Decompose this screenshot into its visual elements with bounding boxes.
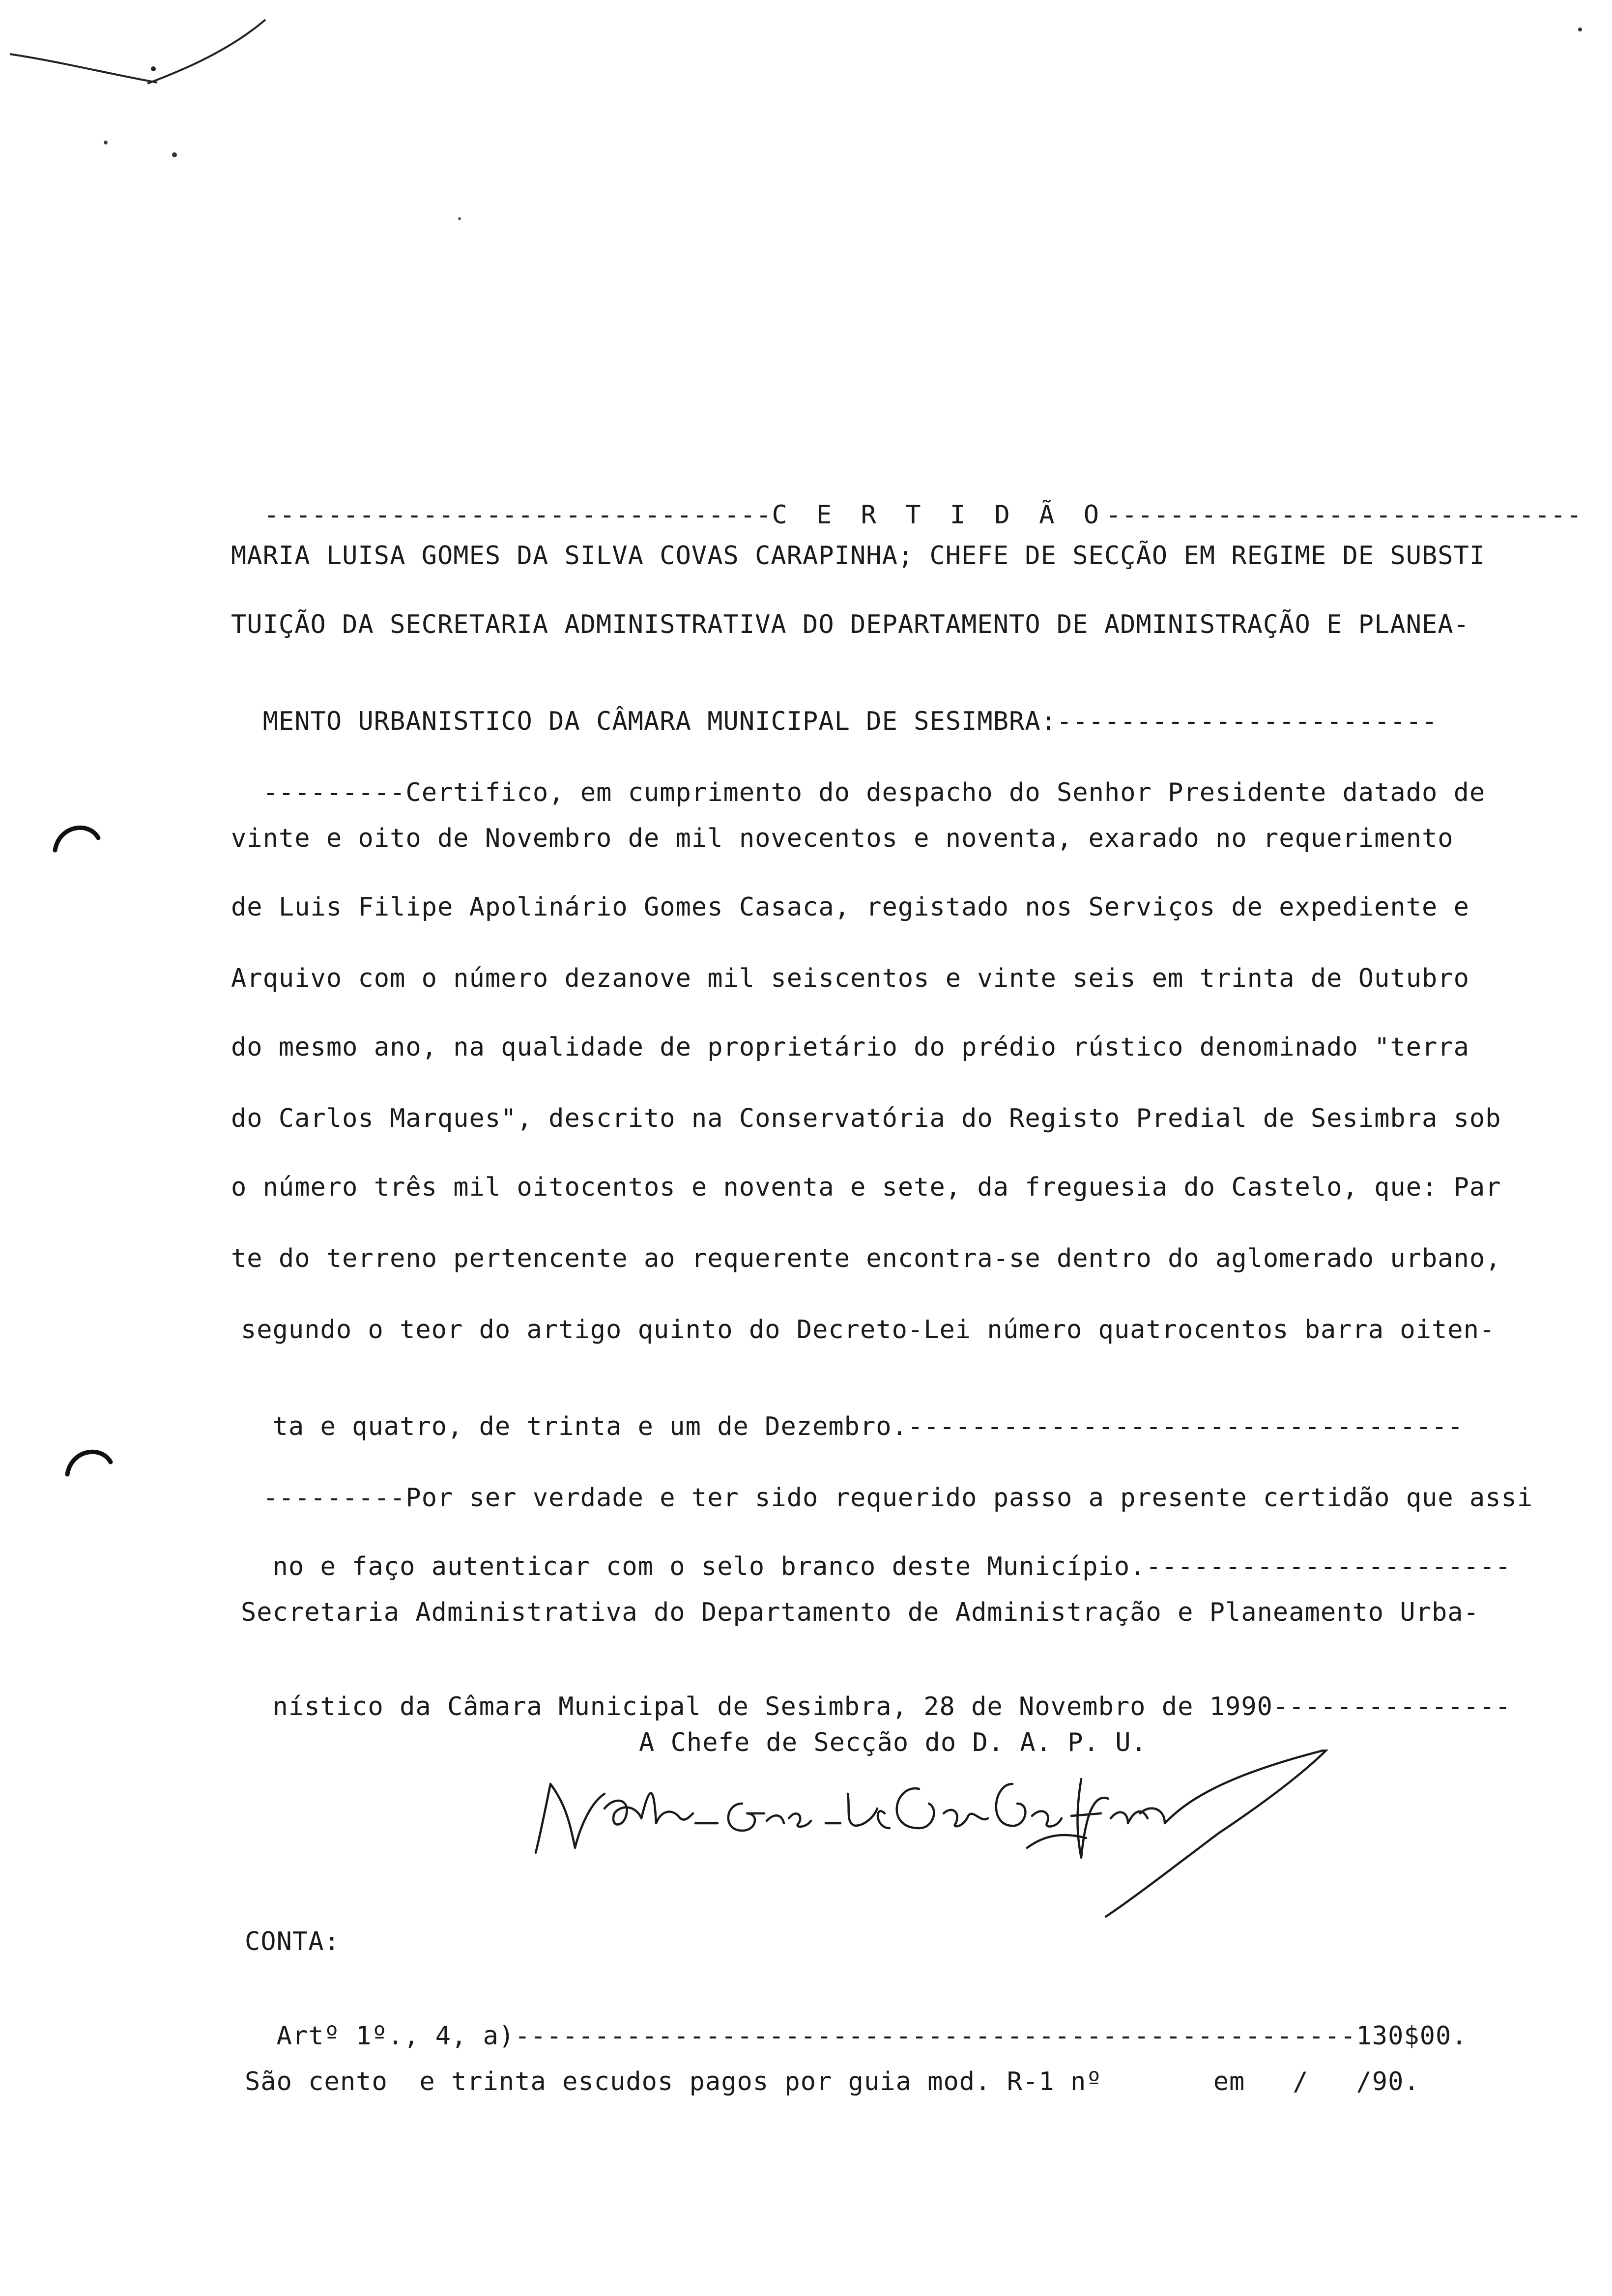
dash-fill: --------- <box>262 1483 406 1513</box>
dash-fill: --------- <box>262 778 406 807</box>
dash-fill: ------------------------------ <box>1106 500 1583 530</box>
dash-fill: --------------- <box>1272 1692 1511 1722</box>
account-amount: 130$00. <box>1356 2021 1468 2051</box>
signatory-title: A Chefe de Secção do D. A. P. U. <box>639 1728 1147 1757</box>
scan-artifact-dot <box>452 211 467 226</box>
body-line-wrap <box>241 1528 1511 1579</box>
account-article: Artº 1º., 4, a) <box>276 2021 515 2051</box>
body-line: segundo o teor do artigo quinto do Decreto-Lei número quatrocentos barra oiten- <box>241 1315 1496 1345</box>
body-line-wrap <box>231 754 1485 805</box>
scan-artifact-dot <box>1573 20 1587 39</box>
account-label: CONTA: <box>245 1927 340 1956</box>
header-line: TUIÇÃO DA SECRETARIA ADMINISTRATIVA DO DEPARTAMENTO DE ADMINISTRAÇÃO E PLANEA- <box>231 610 1469 639</box>
scan-artifact-strokes <box>0 0 305 177</box>
dash-fill: ----------------------------------------------------- <box>515 2021 1356 2051</box>
body-line: no e faço autenticar com o selo branco deste Município. <box>272 1552 1146 1581</box>
dash-fill: ----------------------------------- <box>907 1412 1464 1441</box>
body-line: Secretaria Administrativa do Departamento de Administração e Planeamento Urba- <box>241 1598 1479 1627</box>
body-line: de Luis Filipe Apolinário Gomes Casaca, registado nos Serviços de expediente e <box>231 892 1469 922</box>
body-line: nístico da Câmara Municipal de Sesimbra, 28 de Novembro de 1990 <box>272 1692 1273 1722</box>
dash-fill: -------------------------------- <box>263 500 772 530</box>
body-line-wrap <box>241 1668 1511 1720</box>
header-line: MENTO URBANISTICO DA CÂMARA MUNICIPAL DE SESIMBRA: <box>262 707 1057 736</box>
body-line: Arquivo com o número dezanove mil seiscentos e vinte seis em trinta de Outubro <box>231 964 1469 993</box>
body-line-wrap <box>241 1388 1464 1439</box>
dash-fill: ------------------------ <box>1056 707 1438 736</box>
binder-hole-mark <box>49 816 108 855</box>
body-line: vinte e oito de Novembro de mil novecentos e noventa, exarado no requerimento <box>231 824 1454 853</box>
body-line: do Carlos Marques", descrito na Conservatória do Registo Predial de Sesimbra sob <box>231 1104 1501 1133</box>
binder-hole-mark <box>61 1440 120 1479</box>
body-line: te do terreno pertencente ao requerente encontra-se dentro do aglomerado urbano, <box>231 1244 1501 1273</box>
header-line-wrap <box>231 683 1438 734</box>
dash-fill: ----------------------- <box>1146 1552 1511 1581</box>
body-line: Por ser verdade e ter sido requerido passo a presente certidão que assi <box>405 1483 1533 1513</box>
title-line <box>232 477 1582 528</box>
body-line: o número três mil oitocentos e noventa e sete, da freguesia do Castelo, que: Par <box>231 1173 1501 1202</box>
account-line <box>245 1998 1468 2049</box>
body-line: Certifico, em cumprimento do despacho do Senhor Presidente datado de <box>405 778 1486 807</box>
body-line: do mesmo ano, na qualidade de proprietário do prédio rústico denominado "terra <box>231 1033 1469 1062</box>
document-title: C E R T I D Ã O <box>772 500 1106 530</box>
body-line-wrap <box>231 1460 1533 1511</box>
handwritten-signature <box>531 1750 1347 1936</box>
header-line: MARIA LUISA GOMES DA SILVA COVAS CARAPINHA; CHEFE DE SECÇÃO EM REGIME DE SUBSTI <box>231 541 1486 571</box>
payment-note: São cento e trinta escudos pagos por guia mod. R-1 nº em / /90. <box>245 2067 1420 2096</box>
body-line: ta e quatro, de trinta e um de Dezembro. <box>272 1412 908 1441</box>
